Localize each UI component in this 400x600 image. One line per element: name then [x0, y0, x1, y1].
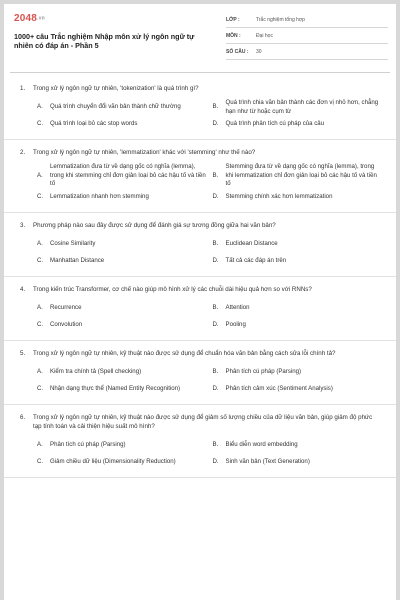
answer-option-2-a[interactable] — [37, 163, 207, 189]
meta-value: 30 — [256, 48, 262, 55]
option-text: Quá trình loại bỏ các stop words — [50, 120, 138, 128]
answer-option-5-c[interactable] — [37, 381, 207, 398]
question-number: 5. — [20, 349, 26, 357]
question-text: Trong xử lý ngôn ngữ tự nhiên, kỹ thuật nào được sử dụng để chuẩn hóa văn bản bằng cách sửa lỗi chính tả? — [33, 349, 336, 357]
option-letter: C. — [37, 192, 44, 200]
answer-option-6-d[interactable] — [213, 454, 383, 471]
question-header — [20, 221, 382, 230]
option-letter: C. — [37, 384, 44, 392]
document-header — [4, 4, 396, 68]
option-text: Phân tích cú pháp (Parsing) — [225, 367, 302, 375]
option-letter: A. — [37, 303, 43, 311]
question-text: Trong xử lý ngôn ngữ tự nhiên, 'lemmatization' khác với 'stemming' như thế nào? — [33, 149, 256, 156]
option-text: Attention — [225, 303, 250, 311]
option-letter: A. — [37, 367, 43, 375]
option-letter: C. — [37, 320, 44, 328]
option-letter: B. — [212, 440, 219, 448]
option-text: Euclidean Distance — [225, 239, 278, 247]
option-text: Manhattan Distance — [50, 256, 105, 264]
option-letter: D. — [212, 256, 219, 264]
meta-label: LỚP : — [226, 16, 240, 23]
question-number: 3. — [20, 221, 26, 229]
question-number: 4. — [20, 285, 26, 293]
option-letter: A. — [37, 171, 43, 179]
option-text: Kiểm tra chính tả (Spell checking) — [50, 367, 142, 375]
option-text: Quá trình chia văn bản thành các đơn vị nhỏ hơn, chẳng hạn như từ hoặc cụm từ — [225, 99, 379, 115]
question-item-2 — [4, 140, 396, 213]
question-header — [20, 285, 382, 294]
option-text: Stemming đưa từ về dạng gốc có nghĩa (lemma), trong khi lemmatization chỉ đơn giản loại bỏ các hậu tố và tiền tố — [225, 163, 377, 187]
answer-option-1-a[interactable] — [37, 99, 207, 116]
answer-option-2-c[interactable] — [37, 189, 207, 206]
answer-option-6-b[interactable] — [213, 437, 383, 454]
site-logo[interactable] — [14, 13, 45, 24]
meta-value: Trắc nghiệm tổng hợp — [256, 16, 305, 23]
option-text: Convolution — [50, 320, 83, 328]
question-header — [20, 84, 382, 93]
meta-value: Đại học — [256, 32, 273, 39]
answer-option-5-a[interactable] — [37, 364, 207, 381]
option-letter: C. — [37, 120, 44, 128]
answer-option-4-d[interactable] — [213, 317, 383, 334]
answer-options — [20, 437, 382, 471]
option-text: Pooling — [225, 320, 246, 328]
option-text: Lemmatization nhanh hơn stemming — [50, 192, 149, 200]
question-item-4 — [4, 277, 396, 341]
meta-row-count — [226, 44, 388, 60]
option-text: Phân tích cảm xúc (Sentiment Analysis) — [225, 384, 333, 392]
option-letter: B. — [212, 103, 219, 111]
option-letter: A. — [37, 239, 43, 247]
question-text: Phương pháp nào sau đây được sử dụng để đánh giá sự tương đồng giữa hai văn bản? — [33, 221, 276, 229]
option-text: Biểu diễn word embedding — [225, 440, 298, 448]
answer-options — [20, 236, 382, 270]
option-text: Recurrence — [50, 303, 82, 311]
option-letter: B. — [212, 171, 219, 179]
option-letter: B. — [212, 367, 219, 375]
answer-option-6-a[interactable] — [37, 437, 207, 454]
option-letter: D. — [212, 192, 219, 200]
logo-tld: .vn — [37, 15, 45, 22]
question-text: Trong xử lý ngôn ngữ tự nhiên, 'tokenization' là quá trình gì? — [33, 85, 199, 92]
answer-option-3-d[interactable] — [213, 253, 383, 270]
answer-option-1-d[interactable] — [213, 116, 383, 133]
meta-row-subject — [226, 28, 388, 44]
question-list — [4, 76, 396, 478]
answer-option-4-c[interactable] — [37, 317, 207, 334]
option-letter: B. — [212, 303, 219, 311]
option-letter: D. — [212, 457, 219, 465]
answer-option-5-d[interactable] — [213, 381, 383, 398]
option-text: Nhận dạng thực thể (Named Entity Recognition) — [50, 384, 181, 392]
meta-table — [226, 12, 388, 60]
question-number: 1. — [20, 85, 26, 92]
answer-option-2-b[interactable] — [213, 163, 383, 189]
logo-main: 2048 — [14, 13, 38, 24]
option-letter: A. — [37, 103, 43, 111]
meta-row-class — [226, 12, 388, 28]
answer-option-3-a[interactable] — [37, 236, 207, 253]
question-number: 2. — [20, 149, 26, 156]
option-text: Sinh văn bản (Text Generation) — [225, 457, 310, 465]
option-letter: D. — [212, 320, 219, 328]
question-header — [20, 349, 382, 358]
option-text: Cosine Similarity — [50, 239, 96, 247]
option-text: Quá trình chuyển đổi văn bản thành chữ thường — [50, 103, 181, 111]
option-text: Tất cả các đáp án trên — [225, 256, 287, 264]
answer-options — [20, 300, 382, 334]
option-letter: C. — [37, 457, 44, 465]
answer-option-2-d[interactable] — [213, 189, 383, 206]
page-title: 1000+ câu Trắc nghiệm Nhập môn xử lý ngôn ngữ tự nhiên có đáp án - Phần 5 — [14, 32, 195, 50]
question-item-5 — [4, 341, 396, 405]
question-header — [20, 413, 382, 431]
option-letter: A. — [37, 440, 43, 448]
option-letter: B. — [212, 239, 219, 247]
meta-label: MÔN : — [226, 32, 241, 39]
answer-option-4-a[interactable] — [37, 300, 207, 317]
answer-option-3-b[interactable] — [213, 236, 383, 253]
answer-options — [20, 99, 382, 133]
answer-options — [20, 364, 382, 398]
answer-option-5-b[interactable] — [213, 364, 383, 381]
answer-option-4-b[interactable] — [213, 300, 383, 317]
answer-option-3-c[interactable] — [37, 253, 207, 270]
question-number: 6. — [20, 413, 26, 421]
option-letter: D. — [212, 384, 219, 392]
question-text: Trong xử lý ngôn ngữ tự nhiên, kỹ thuật nào được sử dụng để giảm số lượng chiều của dữ liệu văn bản, giúp giảm độ phức tạp tính toán và cải thiện hiệu suất mô hình? — [33, 413, 373, 430]
question-header — [20, 148, 382, 157]
option-text: Stemming chính xác hơn lemmatization — [225, 192, 333, 200]
answer-option-1-b[interactable] — [213, 99, 383, 116]
header-divider — [10, 72, 390, 73]
option-letter: C. — [37, 256, 44, 264]
answer-option-6-c[interactable] — [37, 454, 207, 471]
question-item-1 — [4, 76, 396, 140]
question-item-6 — [4, 405, 396, 478]
answer-option-1-c[interactable] — [37, 116, 207, 133]
option-text: Quá trình phân tích cú pháp của câu — [225, 120, 325, 128]
meta-label: SỐ CÂU : — [226, 48, 249, 55]
question-text: Trong kiến trúc Transformer, cơ chế nào giúp mô hình xử lý các chuỗi dài hiệu quả hơn so với RNNs? — [33, 285, 312, 293]
option-text: Phân tích cú pháp (Parsing) — [50, 440, 126, 448]
answer-options — [20, 163, 382, 206]
option-letter: D. — [212, 120, 219, 128]
option-text: Giảm chiều dữ liệu (Dimensionality Reduction) — [50, 457, 176, 465]
question-item-3 — [4, 213, 396, 277]
option-text: Lemmatization đưa từ về dạng gốc có nghĩa (lemma), trong khi stemming chỉ đơn giản loại bỏ các hậu tố và tiền tố — [50, 163, 206, 187]
document-page — [4, 4, 396, 600]
